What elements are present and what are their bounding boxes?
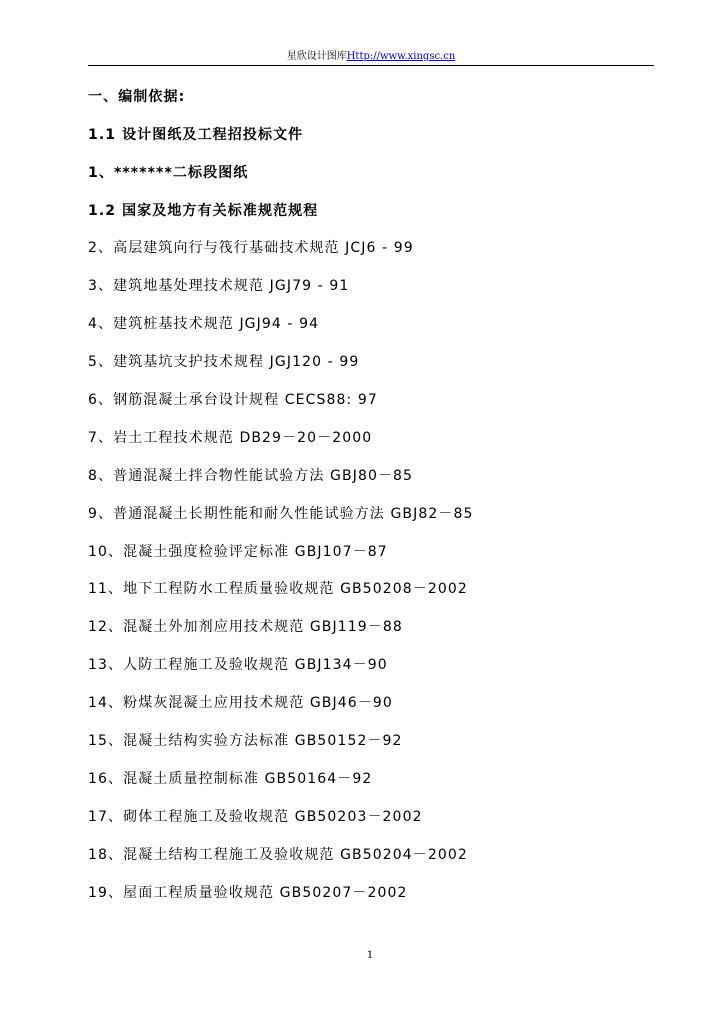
section-heading: 一、编制依据: [88,89,186,105]
list-item: 11、地下工程防水工程质量验收规范 GB50208－2002 [88,581,468,597]
header-rule [88,65,654,66]
subsection-heading: 1.1 设计图纸及工程招投标文件 [88,127,304,143]
page-number: 1 [366,950,374,961]
list-item: 14、粉煤灰混凝土应用技术规范 GBJ46－90 [88,695,393,711]
list-item: 17、砌体工程施工及验收规范 GB50203－2002 [88,809,423,825]
list-item: 18、混凝土结构工程施工及验收规范 GB50204－2002 [88,847,468,863]
list-item: 1、*******二标段图纸 [88,165,249,181]
list-item: 16、混凝土质量控制标准 GB50164－92 [88,771,373,787]
header-site-link[interactable]: Http://www.xingsc.cn [346,51,456,62]
header-prefix: 星欣设计图库 [286,51,347,62]
list-item: 12、混凝土外加剂应用技术规范 GBJ119－88 [88,619,403,635]
list-item: 4、建筑桩基技术规范 JGJ94 - 94 [88,316,320,332]
list-item: 19、屋面工程质量验收规范 GB50207－2002 [88,885,408,901]
list-item: 2、高层建筑向行与筏行基础技术规范 JCJ6 - 99 [88,240,414,256]
list-item: 9、普通混凝土长期性能和耐久性能试验方法 GBJ82－85 [88,506,474,522]
list-item: 15、混凝土结构实验方法标准 GB50152－92 [88,733,403,749]
list-item: 8、普通混凝土拌合物性能试验方法 GBJ80－85 [88,468,414,484]
subsection-heading: 1.2 国家及地方有关标准规范规程 [88,203,319,219]
list-item: 3、建筑地基处理技术规范 JGJ79 - 91 [88,278,350,294]
list-item: 6、钢筋混凝土承台设计规程 CECS88: 97 [88,392,378,408]
list-item: 13、人防工程施工及验收规范 GBJ134－90 [88,657,388,673]
list-item: 7、岩土工程技术规范 DB29－20－2000 [88,430,373,446]
page-header [88,50,654,64]
list-item: 5、建筑基坑支护技术规程 JGJ120 - 99 [88,354,360,370]
list-item: 10、混凝土强度检验评定标准 GBJ107－87 [88,544,388,560]
